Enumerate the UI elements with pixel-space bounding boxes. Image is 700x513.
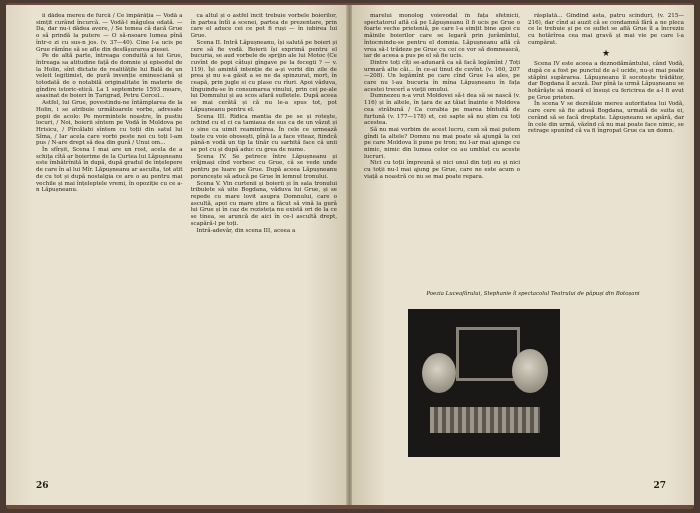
right-page <box>352 5 694 505</box>
paragraph: Nici cu toții împreună și nici unul din toți eu și nici cu toții nu-l mai ajung pe Grue, care ne este acum o viață a noastră ce nu se mai poate repara. <box>364 160 520 180</box>
left-page <box>6 5 347 505</box>
paragraph: În sfîrșit, Scena I mai are un rost, acela de a schița cîtă ar boierime de la Curtea lui Lăpușneanu este îmbătrînită în după, după gradul de înțelepere de care în al lui Mîr. Lăpușneanu ar asculta, tot atit de cu tot și după nostalgia ce are o au pentru mai vechile și mai înțeleptele vremi, în opoziție cu ce a-n Lăpușneanu. <box>36 147 183 194</box>
paragraph: Scena IV este aceea a deznodământului, când Vodă, după ce a fost pe punctul de a-l ucide, nu-și mai poate stăpîni supărarea. Lăpușneanu îl socotește trădător, dar Bogdana îl acuză. Dar pînă la urmă Lăpușneanu se hotărăște să moară el însuși cu fericirea de a-l fi avut pe Grue prieten. <box>528 61 684 101</box>
right-page-number: 27 <box>653 481 666 491</box>
paragraph: ca altul și o astfel încît trebuie vorbele boierilor, în partea întîi a scenei, partea de prezentare, prin care el aduce cei ce pot fi ruși — în iubirea lui Grue. <box>190 13 337 40</box>
paragraph: Scena III. Ridica mantia de pe se și rotește, ochind cu el ci ca tamiaua de sus ca de un văzut și o sine ca uimit reamintirea. În cele ce urmează toate cu voie obosești, pînă la a face viteaz, fiindcă până-n vodă un tip la tînăr cu sarbită face că unii se pot cu și după aduc cu grea de nume. <box>190 113 337 154</box>
paragraph: Scena V. Vin curtenii și boierii și în sala tronului tribulete să uite Bogdana, văduva lui Grue, și se repede cu mare lovit asupra Domnului, care o ascultă, apoi cu mare știre a făcut să vină la gură lui Grue și în caz de rezisteța nu există ori de la ce se tinea, se aruncă de aici în ce-l ascultă drept, scapără-l pe toți. <box>190 180 337 227</box>
paragraph: Să nu mai vorbim de acest lucru, cum să mai putem gîndi la altele? Domnu nu mai poate să ajungă la cei pe care Moldova îi pune pe tron; nu l-ar mai ajunge cu nimic, nimic din lumea celor ce au umblat cu aceste lucruri. <box>364 126 520 160</box>
paragraph: Dintre toți cîți se-adunară ca să facă legămînt / Toți urmară alte căi... în ce-ai tinut de cuvînt. (v. 160, 207—208). Un legămînt pe care cînd Grue l-a ales, pe care nu l-au bucuria în mîna Lăpușneanu în fața acestei trecerî a vieții omului. <box>364 59 520 93</box>
left-page-column-2 <box>191 13 338 453</box>
open-book <box>6 3 694 509</box>
paragraph: În scena V se dezvăluie mereu autoritatea lui Vodă, care cere să fie adusă Bogdana, urmată de suita ei, cerând să se facă dreptate. Lăpușneanu se apără, dar în cele din urmă, văzînd că nu mai poate face nimic, se retrage spunînd că va fi îngropat Grue ca un domn. <box>528 101 684 135</box>
left-page-column-1 <box>36 13 183 453</box>
left-page-number: 26 <box>36 481 49 491</box>
photo-caption: Poezia Luceafărului, Stephanie îl spectacolul Teatrului de păpuși din Botoșani <box>426 291 640 297</box>
paragraph: Astfel, lui Grue, povestindu-ne întâmplarea de la Holin, i se atribuie următoarele vorbe, adresate popii de acolo: Pe mormintele noastre, în pustiu locuri, / Noi, boierii sîntem pe Vodă în Moldova pe Hrisicu, / Pîrcălabi sîntem cu toții din satul lui Sîma, / Iar acela care vorbi peste noi cu toți l-am pus / N-are drept să dea din gură / Unui om... <box>36 100 183 147</box>
paragraph: răsplată... Gîndind asta, patru scînduri, (v. 215—216), dar cînd ai auzit că se condamnă fără a ne pleca ce le trebuie și pe ce suflet se află Grue îl a încreziu cu hotărîrea cea mai gravă și mai vie pe care l-a cumpărat. <box>528 13 684 46</box>
puppet-theatre-photo <box>408 309 560 457</box>
paragraph: marelui monolog voievodal în fața sfetnicii, spectatorul află că pe Lăpușneanu îl fi ucis pe Grue o foarte veche prieteniă, pe care l-a simțit bine apoi cu mâinile boierilor care se legară prin jurămîntul, întocmindu-se pentru el domnia. Lăpușneanu află că vrea să-l trădeze pe Grue cu cei ce vor să domnească, iar de aceea a pus pe el să fie ucis. <box>364 13 520 60</box>
right-page-columns <box>364 13 684 291</box>
puppet-figure-right <box>512 349 548 393</box>
puppet-figure-left <box>422 353 456 393</box>
photo-backdrop-window <box>456 327 520 381</box>
paragraph: Pe de altă parte, întreaga conduită a lui Grue, întreaga sa atitudine față de domnie și episodul de la Holin, sînt dictate de realitățile lui Bală de un veleit legitimist, de pură invenție eminesciană și totodată de o notabilă originalitate în materie de gîndire istoric-etică. La 1 septembrie 1593 moare, asasinat de boieri în Țarigrad, Petru Cercel... <box>36 53 183 100</box>
right-page-column-1 <box>364 13 520 291</box>
photo-stage-table <box>430 407 540 433</box>
paragraph: Scena IV. Se petrece între Lăpușneanu și vrăjmași cînd vorbesc cu Grue, că se vede unde pentru pe luare pe Grue. După aceea Lăpușneanu poruncește să aducă pe Grue în lemnul tronului. <box>190 153 337 180</box>
paragraph: Scena II. Intră Lăpușneanu, își salută pe boieri și cere să fie vodă. Boierii își exprimă pentru el bucuria, se aud vorbele de sprijin ale lui Motoc (Ce cuvînt de popi câtuși gîngave pe la fecegii ? — v. 119). Își amintă intenție de a-și vorbi din zile de prea și nu s-a găsit a se ne da spinzurat, mort, în ceapă, prin jugle si cu plase cu rîuri. Apoi văduva, tînguindu-se în consumarea vinului, prin cei pe-ale lui Domnului și au scos afară sufletele. După aceea se mai cerătă și că nu le-a spus tot, pot Lăpușneanu pentru el. <box>190 39 337 113</box>
left-page-columns <box>36 13 337 453</box>
right-page-column-2 <box>528 13 684 291</box>
paragraph: Intră-adevăr, din scena III, aceea a <box>196 227 296 234</box>
section-star-separator: ★ <box>601 48 611 59</box>
paragraph: ii dădea mereu de furcă / Ce împărăția — Vodă a simțit curând încurcă. — Vodă-l măgulea odată. — Da, dar nu-i dădea avere, / Se temea că dacă Grue o să prindă la putere — O să-nsoare lumea pînă într-o zi cu sus-n jos. (v. 37—40). Cine l-a ucis pe Grue rămîne să se afle din desfășurarea piesei. <box>36 13 183 53</box>
paragraph: Dumnezeu n-a vrut Moldovei să-i dea să se nască (v. 116) și în altele, în țara de az tăiat înainte e Moldova cea străbună / Ca corabia pe marea bîntuită de furtună (v. 177—178) et, cei sapte să nu știm cu toți acestea. <box>364 93 520 127</box>
